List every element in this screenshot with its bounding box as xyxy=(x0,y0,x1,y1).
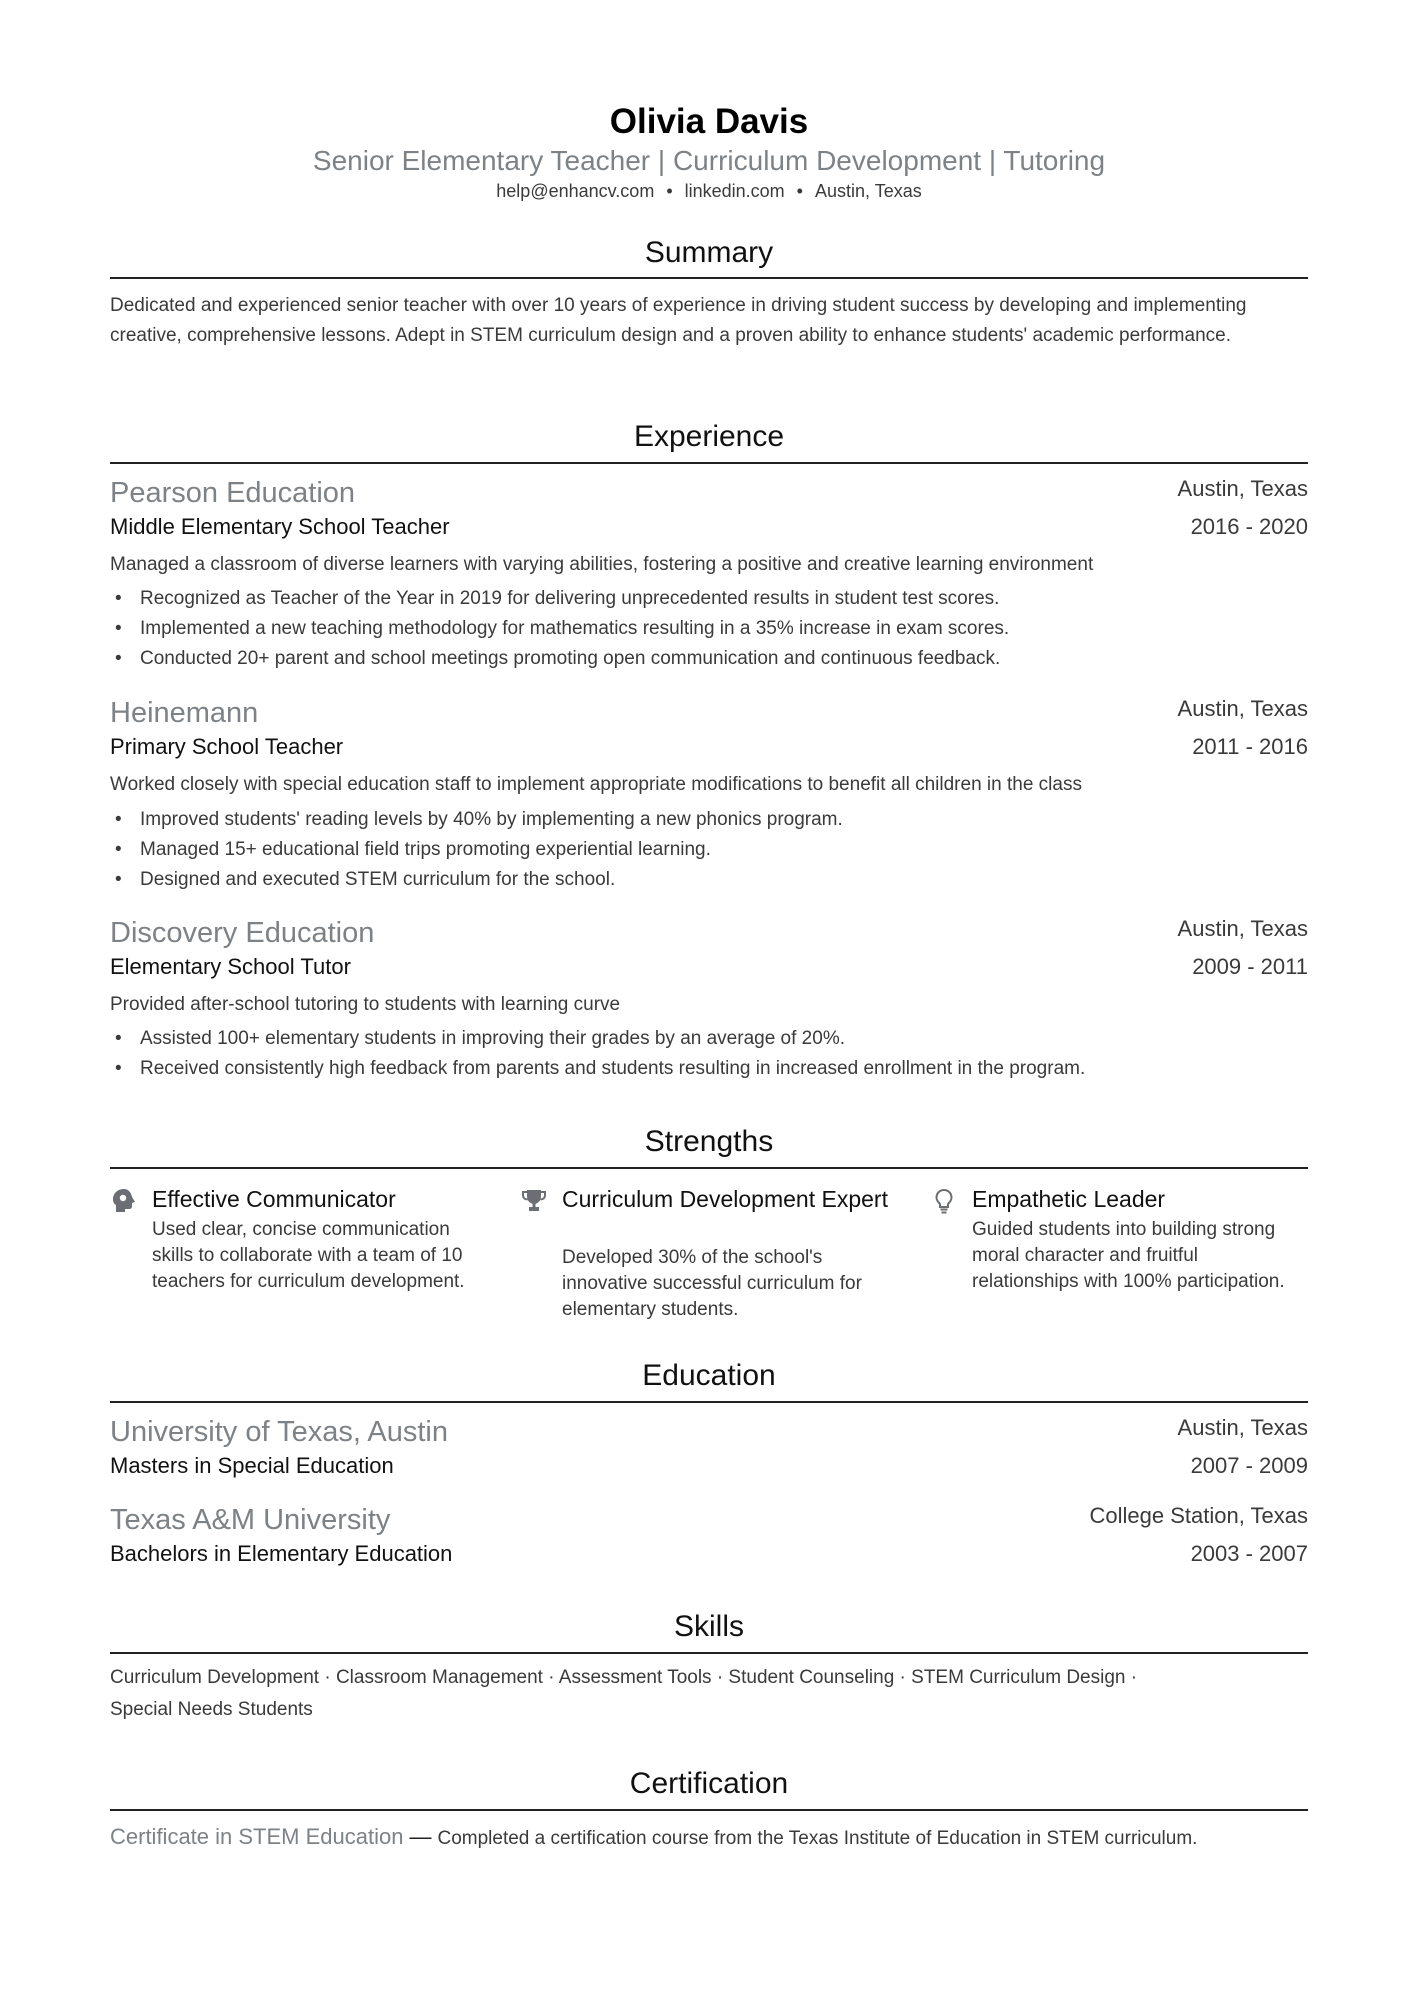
company-name: Discovery Education xyxy=(110,917,375,949)
degree-name: Bachelors in Elementary Education xyxy=(110,1541,453,1566)
strength-description: Used clear, concise communication skills to collaborate with a team of 10 teachers for curriculum development. xyxy=(152,1219,465,1292)
linkedin-link[interactable]: linkedin.com xyxy=(684,181,785,201)
certification-description: Completed a certification course from the Texas Institute of Education in STEM curriculum. xyxy=(437,1828,1198,1849)
section-divider xyxy=(110,1401,1308,1403)
school-location: College Station, Texas xyxy=(1089,1503,1308,1528)
list-item: • Received consistently high feedback from parents and students resulting in increased enrollment in the program. xyxy=(110,1054,1308,1084)
job-title: Middle Elementary School Teacher xyxy=(110,514,450,539)
job-bullets xyxy=(110,584,1308,674)
school-name: Texas A&M University xyxy=(110,1504,391,1536)
job-description: Managed a classroom of diverse learners with varying abilities, fostering a positive and creative learning environment xyxy=(110,554,1094,575)
list-item: • Recognized as Teacher of the Year in 2019 for delivering unprecedented results in student test scores. xyxy=(110,584,1308,614)
skills-list xyxy=(110,1662,1308,1726)
strength-description: Developed 30% of the school's innovative successful curriculum for elementary students. xyxy=(562,1247,862,1320)
job-bullets xyxy=(110,805,1308,895)
section-divider xyxy=(110,1652,1308,1654)
skills-line: Special Needs Students xyxy=(110,1699,313,1720)
summary-heading: Summary xyxy=(644,236,774,269)
list-item: • Implemented a new teaching methodology for mathematics resulting in a 35% increase in exam scores. xyxy=(110,614,1308,644)
job-description: Worked closely with special education staff to implement appropriate modifications to benefit all children in the class xyxy=(110,774,1082,795)
experience-heading: Experience xyxy=(633,420,785,453)
list-item: • Improved students' reading levels by 40% by implementing a new phonics program. xyxy=(110,805,1308,835)
list-item: • Conducted 20+ parent and school meetings promoting open communication and continuous feedback. xyxy=(110,644,1308,674)
job-title: Primary School Teacher xyxy=(110,734,344,759)
contact-location: Austin, Texas xyxy=(814,181,922,201)
list-item: • Managed 15+ educational field trips promoting experiential learning. xyxy=(110,835,1308,865)
strengths-heading: Strengths xyxy=(644,1125,774,1158)
job-title: Elementary School Tutor xyxy=(110,954,351,979)
certification-name: Certificate in STEM Education xyxy=(110,1824,404,1849)
list-item: • Designed and executed STEM curriculum for the school. xyxy=(110,865,1308,895)
section-divider xyxy=(110,1167,1308,1169)
bullet-separator: • xyxy=(796,181,803,201)
job-bullets xyxy=(110,1024,1308,1084)
job-location: Austin, Texas xyxy=(1177,696,1308,721)
bullet-separator: • xyxy=(666,181,673,201)
strength-title: Effective Communicator xyxy=(152,1186,396,1212)
candidate-tagline: Senior Elementary Teacher | Curriculum Development | Tutoring xyxy=(312,145,1106,176)
summary-text: Dedicated and experienced senior teacher with over 10 years of experience in driving student success by developing and implementing creative, comprehensive lessons. Adept in STEM curriculum design and a proven ability to enhance students' academic performance. xyxy=(110,295,1247,346)
section-divider xyxy=(110,462,1308,464)
degree-name: Masters in Special Education xyxy=(110,1453,394,1478)
education-dates: 2007 - 2009 xyxy=(1190,1453,1308,1478)
section-divider xyxy=(110,277,1308,279)
trophy-icon xyxy=(520,1187,548,1215)
job-description: Provided after-school tutoring to students with learning curve xyxy=(110,994,621,1015)
job-dates: 2011 - 2016 xyxy=(1192,734,1308,759)
strength-description: Guided students into building strong moral character and fruitful relationships with 100% participation. xyxy=(972,1219,1285,1292)
em-dash: — xyxy=(409,1824,432,1849)
section-divider xyxy=(110,1809,1308,1811)
list-item: • Assisted 100+ elementary students in improving their grades by an average of 20%. xyxy=(110,1024,1308,1054)
head-icon xyxy=(110,1187,138,1215)
education-heading: Education xyxy=(642,1359,776,1392)
certification-entry xyxy=(110,1822,1308,1854)
candidate-name: Olivia Davis xyxy=(609,102,809,141)
strength-title: Curriculum Development Expert xyxy=(562,1186,888,1212)
job-dates: 2016 - 2020 xyxy=(1190,514,1308,539)
skills-heading: Skills xyxy=(673,1610,744,1643)
job-location: Austin, Texas xyxy=(1177,476,1308,501)
job-location: Austin, Texas xyxy=(1177,916,1308,941)
company-name: Heinemann xyxy=(110,697,259,729)
education-dates: 2003 - 2007 xyxy=(1190,1541,1308,1566)
school-location: Austin, Texas xyxy=(1177,1415,1308,1440)
email-link[interactable]: help@enhancv.com xyxy=(496,181,655,201)
skills-line: Curriculum Development · Classroom Management · Assessment Tools · Student Counseling · STEM Curriculum Design · xyxy=(110,1667,1138,1688)
contact-line xyxy=(110,179,1308,203)
job-dates: 2009 - 2011 xyxy=(1192,954,1308,979)
school-name: University of Texas, Austin xyxy=(110,1416,448,1448)
company-name: Pearson Education xyxy=(110,477,356,509)
lightbulb-icon xyxy=(930,1187,958,1215)
strength-title: Empathetic Leader xyxy=(972,1186,1166,1212)
certification-heading: Certification xyxy=(629,1767,789,1800)
